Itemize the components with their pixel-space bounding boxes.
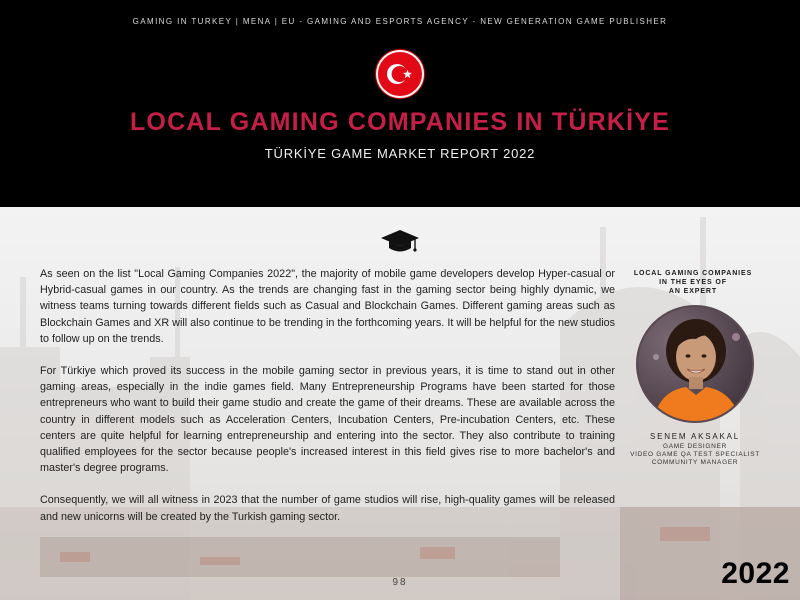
sidebar-title-line: LOCAL GAMING COMPANIES [633,270,753,277]
turkish-flag-icon [376,50,424,98]
expert-name: SENEM AKSAKAL [649,432,741,441]
graduation-cap-icon [380,228,420,256]
expert-role: VIDEO GAME QA TEST SPECIALIST [630,451,760,458]
header-banner [0,0,800,207]
article-paragraph: As seen on the list "Local Gaming Companies 2022", the majority of mobile game developers develop Hyper-casual or Hybrid-casual games in our country. As the trends are changing fast in the gaming sector being highly dynamic, we witness teams turning towards different fields such as Casual and Blockchain Games. Different gaming areas such as Blockchain Games and XR will also continue to be trending in the forthcoming years. It will be helpful for the new studios to follow up on the trends. [40,268,615,345]
article-paragraph: Consequently, we will all witness in 2023 that the number of game studios will rise, high-quality games will be released and new unicorns will be created by the Turkish gaming sector. [40,494,615,523]
expert-role: GAME DESIGNER [663,443,727,450]
expert-avatar [636,305,754,423]
expert-roles [612,443,778,467]
sidebar-title [628,269,758,296]
expert-role: COMMUNITY MANAGER [651,459,739,466]
report-year: 2022 [721,557,790,590]
article-body [40,266,615,525]
sidebar-title-line: AN EXPERT [668,288,718,295]
page-number: 98 [392,577,408,588]
header-tagline: GAMING IN TURKEY | MENA | EU - GAMING AND ESPORTS AGENCY - NEW GENERATION GAME PUBLISHER [132,17,668,26]
article-paragraph: For Türkiye which proved its success in the mobile gaming sector in previous years, it is time to stand out in other gaming areas, especially in the indie games field. Many Entrepreneurship Programs have been started for those entrepreneurs who want to build their game studio and create the game of their dreams. These are available across the country in different models such as Acceleration Centers, Incubation Centers, Pre-incubation Centers, etc. These centers are quite helpful for learning entrepreneurship and entering into the sector. They also contribute to training qualified employees for the sector because people's increased interest in this field gives rise to more bachelor's and master's degree programs. [40,365,615,475]
page-subtitle: TÜRKİYE GAME MARKET REPORT 2022 [264,146,536,161]
page-title: LOCAL GAMING COMPANIES IN TÜRKİYE [129,108,671,136]
sidebar-title-line: IN THE EYES OF [659,279,727,286]
